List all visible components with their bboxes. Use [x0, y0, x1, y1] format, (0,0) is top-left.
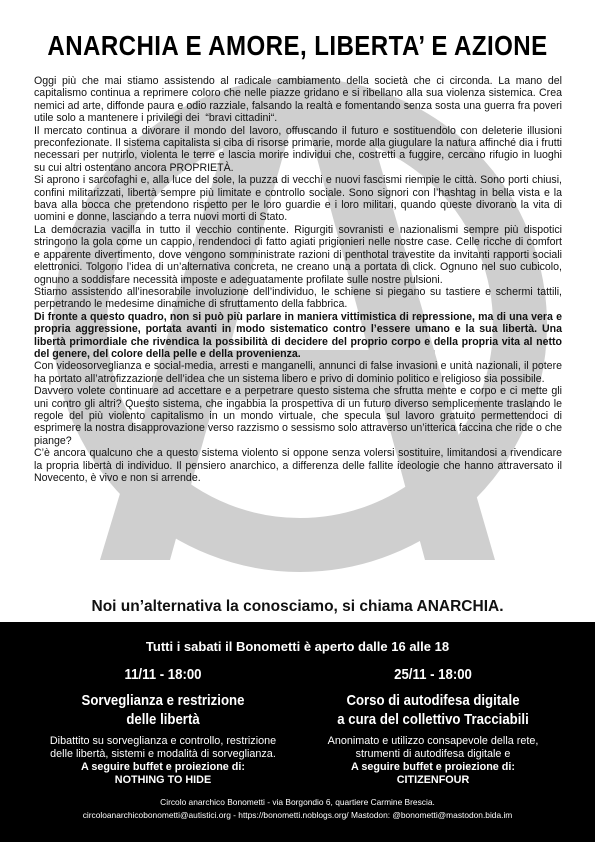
event-title-line: Corso di autodifesa digitale	[346, 692, 520, 709]
event-title-line: Sorveglianza e restrizione	[81, 692, 245, 709]
contact-links: circoloanarchicobonometti@autistici.org - https://bonometti.noblogs.org/ Mastodon: @bonometti@mastodon.bida.im	[82, 810, 513, 820]
paragraph: Con videosorveglianza e social-media, arresti e manganelli, annunci di false invasioni e unità nazionali, il potere ha portato all’atrofizzazione dell’idea che un sistema libero e privo di dominio politico e religioso sia possibile.	[34, 360, 562, 385]
event-description	[28, 735, 298, 761]
event-followup: A seguire buffet e proiezione di:	[351, 761, 515, 773]
paragraph: C’è ancora qualcuno che a questo sistema violento si oppone senza volersi sostituire, limitandosi a rivendicare la propria libertà di individuo. Il pensiero anarchico, a differenza delle fallite ideologie che hanno attraversato il Novecento, è vivo e non si arrende.	[34, 447, 562, 484]
event-film: NOTHING TO HIDE	[114, 774, 212, 786]
paragraph: Si aprono i sarcofaghi e, alla luce del sole, la puzza di vecchi e nuovi fascismi riempie le città. Sono porti chiusi, confini militarizzati, libertà sempre più limitate e controllo sociale. Sono signori con l’hashtag in bella vista e la bava alla bocca che pretendono rispetto per le loro guardie e i loro militari, quando queste divorano la vita di uomini e donne, lasciando a terra nuovi morti di Stato.	[34, 174, 562, 224]
slogan: Noi un’alternativa la conosciamo, si chiama ANARCHIA.	[91, 598, 504, 615]
event-description-line: delle libertà, sistemi e modalità di sorveglianza.	[50, 748, 276, 760]
event-title	[314, 691, 552, 729]
opening-hours: Tutti i sabati il Bonometti è aperto dalle 16 alle 18	[145, 639, 450, 654]
paragraph: Oggi più che mai stiamo assistendo al radicale cambiamento della società che ci circonda. La mano del capitalismo continua a reprimere coloro che nelle piazze gridano e si ribellano alla sua violenza sistemica. Crea nemici ad arte, diffonde paura e odio razziale, falsando la realtà e fomentando senza sosta una guerra fra poveri utile solo a mantenere i privilegi dei “bravi cittadini“.	[34, 75, 562, 125]
event-title-line: delle libertà	[126, 711, 200, 728]
event-description-line: Anonimato e utilizzo consapevole della rete,	[327, 735, 539, 747]
event-card	[298, 664, 568, 787]
event-date: 25/11 - 18:00	[394, 666, 472, 683]
article-body	[34, 75, 562, 484]
event-title	[44, 691, 282, 729]
events-footer	[0, 622, 595, 842]
event-title-line: a cura del collettivo Tracciabili	[337, 711, 529, 728]
event-description	[298, 735, 568, 761]
event-description-line: strumenti di autodifesa digitale e	[355, 748, 511, 760]
paragraph: Davvero volete continuare ad accettare e a perpetrare questo sistema che sfrutta mente e corpo e ci mette gli uni contro gli altri? Questo sistema, che ingabbia la prospettiva di un futuro diverso semplicemente traslando le regole del più violento capitalismo in un mondo virtuale, che specula sul lavoro gratuito permettendoci di esprimere la nostra disapprovazione verso razzismo o sessismo solo attraverso un’itterica faccina che ride o che piange?	[34, 385, 562, 447]
event-date: 11/11 - 18:00	[124, 666, 202, 683]
event-film: CITIZENFOUR	[396, 774, 470, 786]
event-card	[28, 664, 298, 787]
paragraph: Stiamo assistendo all’inesorabile involuzione dell’individuo, le schiene si piegano su tastiere e schermi tattili, perpetrando le medesime dinamiche di sfruttamento della fabbrica.	[34, 285, 562, 311]
paragraph: Il mercato continua a divorare il mondo del lavoro, offuscando il futuro e sostituendolo con deleterie illusioni preconfezionate. Il sistema capitalista si ciba di risorse primarie, morde alla giugulare la natura affinché dia i frutti necessari per nutrirlo, violenta le terre e lascia morire individui che, costretti a fuggire, cercano rifugio in luoghi su cui altri ostentano ancora PROPRIETÀ.	[34, 124, 562, 174]
page-title: ANARCHIA E AMORE, LIBERTA’ E AZIONE	[47, 30, 548, 61]
paragraph: La democrazia vacilla in tutto il vecchio continente. Rigurgiti sovranisti e nazionalismi sempre più dispotici stringono la gola come un cappio, rendendoci di fatto agiati prigionieri nelle nostre case. Celle ricche di comfort e apparente divertimento, dove vengono somministrate razioni di penthotal travestite da invitanti rapporti sociali elettronici. Tolgono l’idea di un’alternativa concreta, ne creano una a portata di click. Ognuno nel suo cubicolo, ognuno a soddisfare necessità imposte e adeguatamente profilate sulle nostre pulsioni.	[34, 223, 562, 286]
paragraph-bold: Di fronte a questo quadro, non si può più parlare in maniera vittimistica di repressione, ma di una vera e propria aggressione, portata avanti in modo sistematico contro l’essere umano e la sua libertà. Una libertà primordiale che rivendica la possibilità di decidere del proprio corpo e della propria vita al netto del genere, del colore della pelle e della provenienza.	[34, 310, 562, 360]
event-followup: A seguire buffet e proiezione di:	[81, 761, 245, 773]
event-description-line: Dibattito su sorveglianza e controllo, restrizione	[49, 735, 277, 747]
contact-address: Circolo anarchico Bonometti - via Borgondio 6, quartiere Carmine Brescia.	[160, 797, 435, 807]
